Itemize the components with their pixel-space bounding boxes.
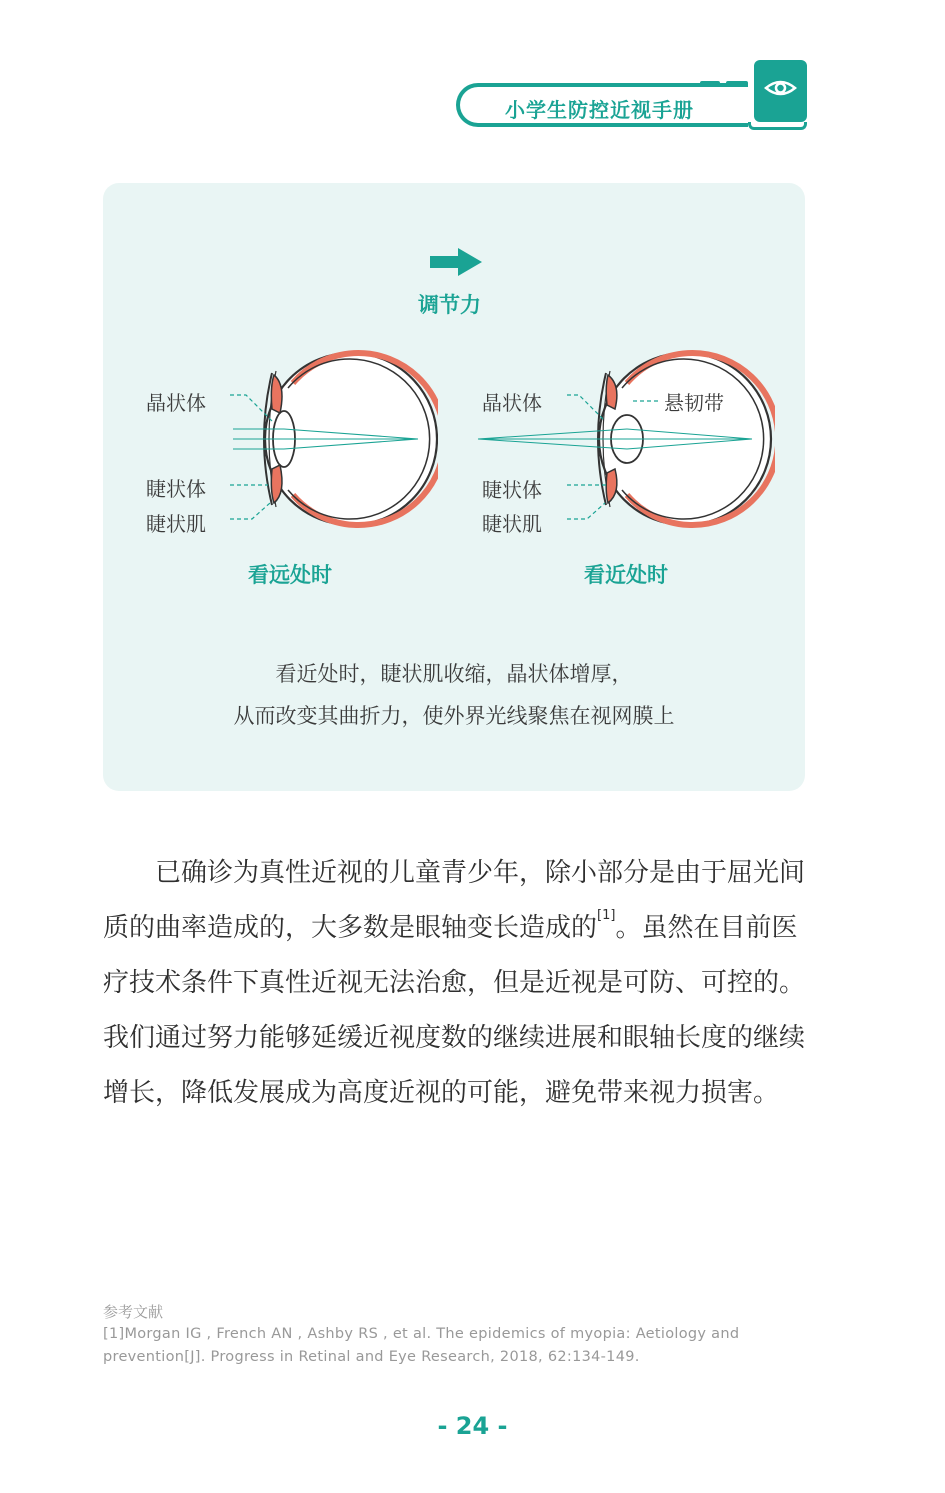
caption-far: 看远处时 bbox=[248, 563, 332, 587]
eye-diagram-far bbox=[228, 343, 438, 535]
references-title: 参考文献 bbox=[103, 1303, 164, 1321]
citation-link[interactable]: [1] bbox=[597, 908, 616, 923]
label-zonule-right: 悬韧带 bbox=[664, 391, 724, 415]
header-title: 小学生防控近视手册 bbox=[505, 98, 694, 122]
right-arrow-icon bbox=[430, 248, 482, 276]
figure-description-line-2: 从而改变其曲折力，使外界光线聚焦在视网膜上 bbox=[233, 704, 675, 728]
body-text-part-1: 已确诊为真性近视的儿童青少年，除小部分是由于屈光间质的曲率造成的，大多数是眼轴变长造成的 bbox=[103, 858, 806, 943]
header-icon-box bbox=[754, 60, 807, 122]
figure-description-line-1: 看近处时，睫状肌收缩，晶状体增厚， bbox=[275, 662, 633, 686]
header-dash bbox=[726, 81, 748, 85]
accommodation-label: 调节力 bbox=[418, 293, 481, 317]
label-lens-left: 晶状体 bbox=[146, 391, 206, 415]
eye-diagram-near bbox=[475, 343, 775, 535]
label-ciliary-body-right: 睫状体 bbox=[482, 478, 542, 502]
label-ciliary-body-left: 睫状体 bbox=[146, 477, 206, 501]
eye-icon bbox=[754, 60, 807, 122]
page-number: - 24 - bbox=[437, 1412, 508, 1440]
label-ciliary-muscle-right: 睫状肌 bbox=[482, 512, 542, 536]
header-dash bbox=[700, 81, 720, 85]
reference-item: [1]Morgan IG , French AN , Ashby RS , et al. The epidemics of myopia: Aetiology and prevention[J]. Progress in Retinal and Eye Research, 2018, 62:134-149. bbox=[103, 1326, 740, 1365]
body-text-part-2: 。虽然在目前医疗技术条件下真性近视无法治愈，但是近视是可防、可控的。我们通过努力能够延缓近视度数的继续进展和眼轴长度的继续增长，降低发展成为高度近视的可能，避免带来视力损害。 bbox=[103, 913, 806, 1108]
header-box-base bbox=[748, 122, 807, 130]
label-ciliary-muscle-left: 睫状肌 bbox=[146, 512, 206, 536]
body-paragraph bbox=[103, 846, 805, 1121]
caption-near: 看近处时 bbox=[584, 563, 668, 587]
label-lens-right: 晶状体 bbox=[482, 391, 542, 415]
